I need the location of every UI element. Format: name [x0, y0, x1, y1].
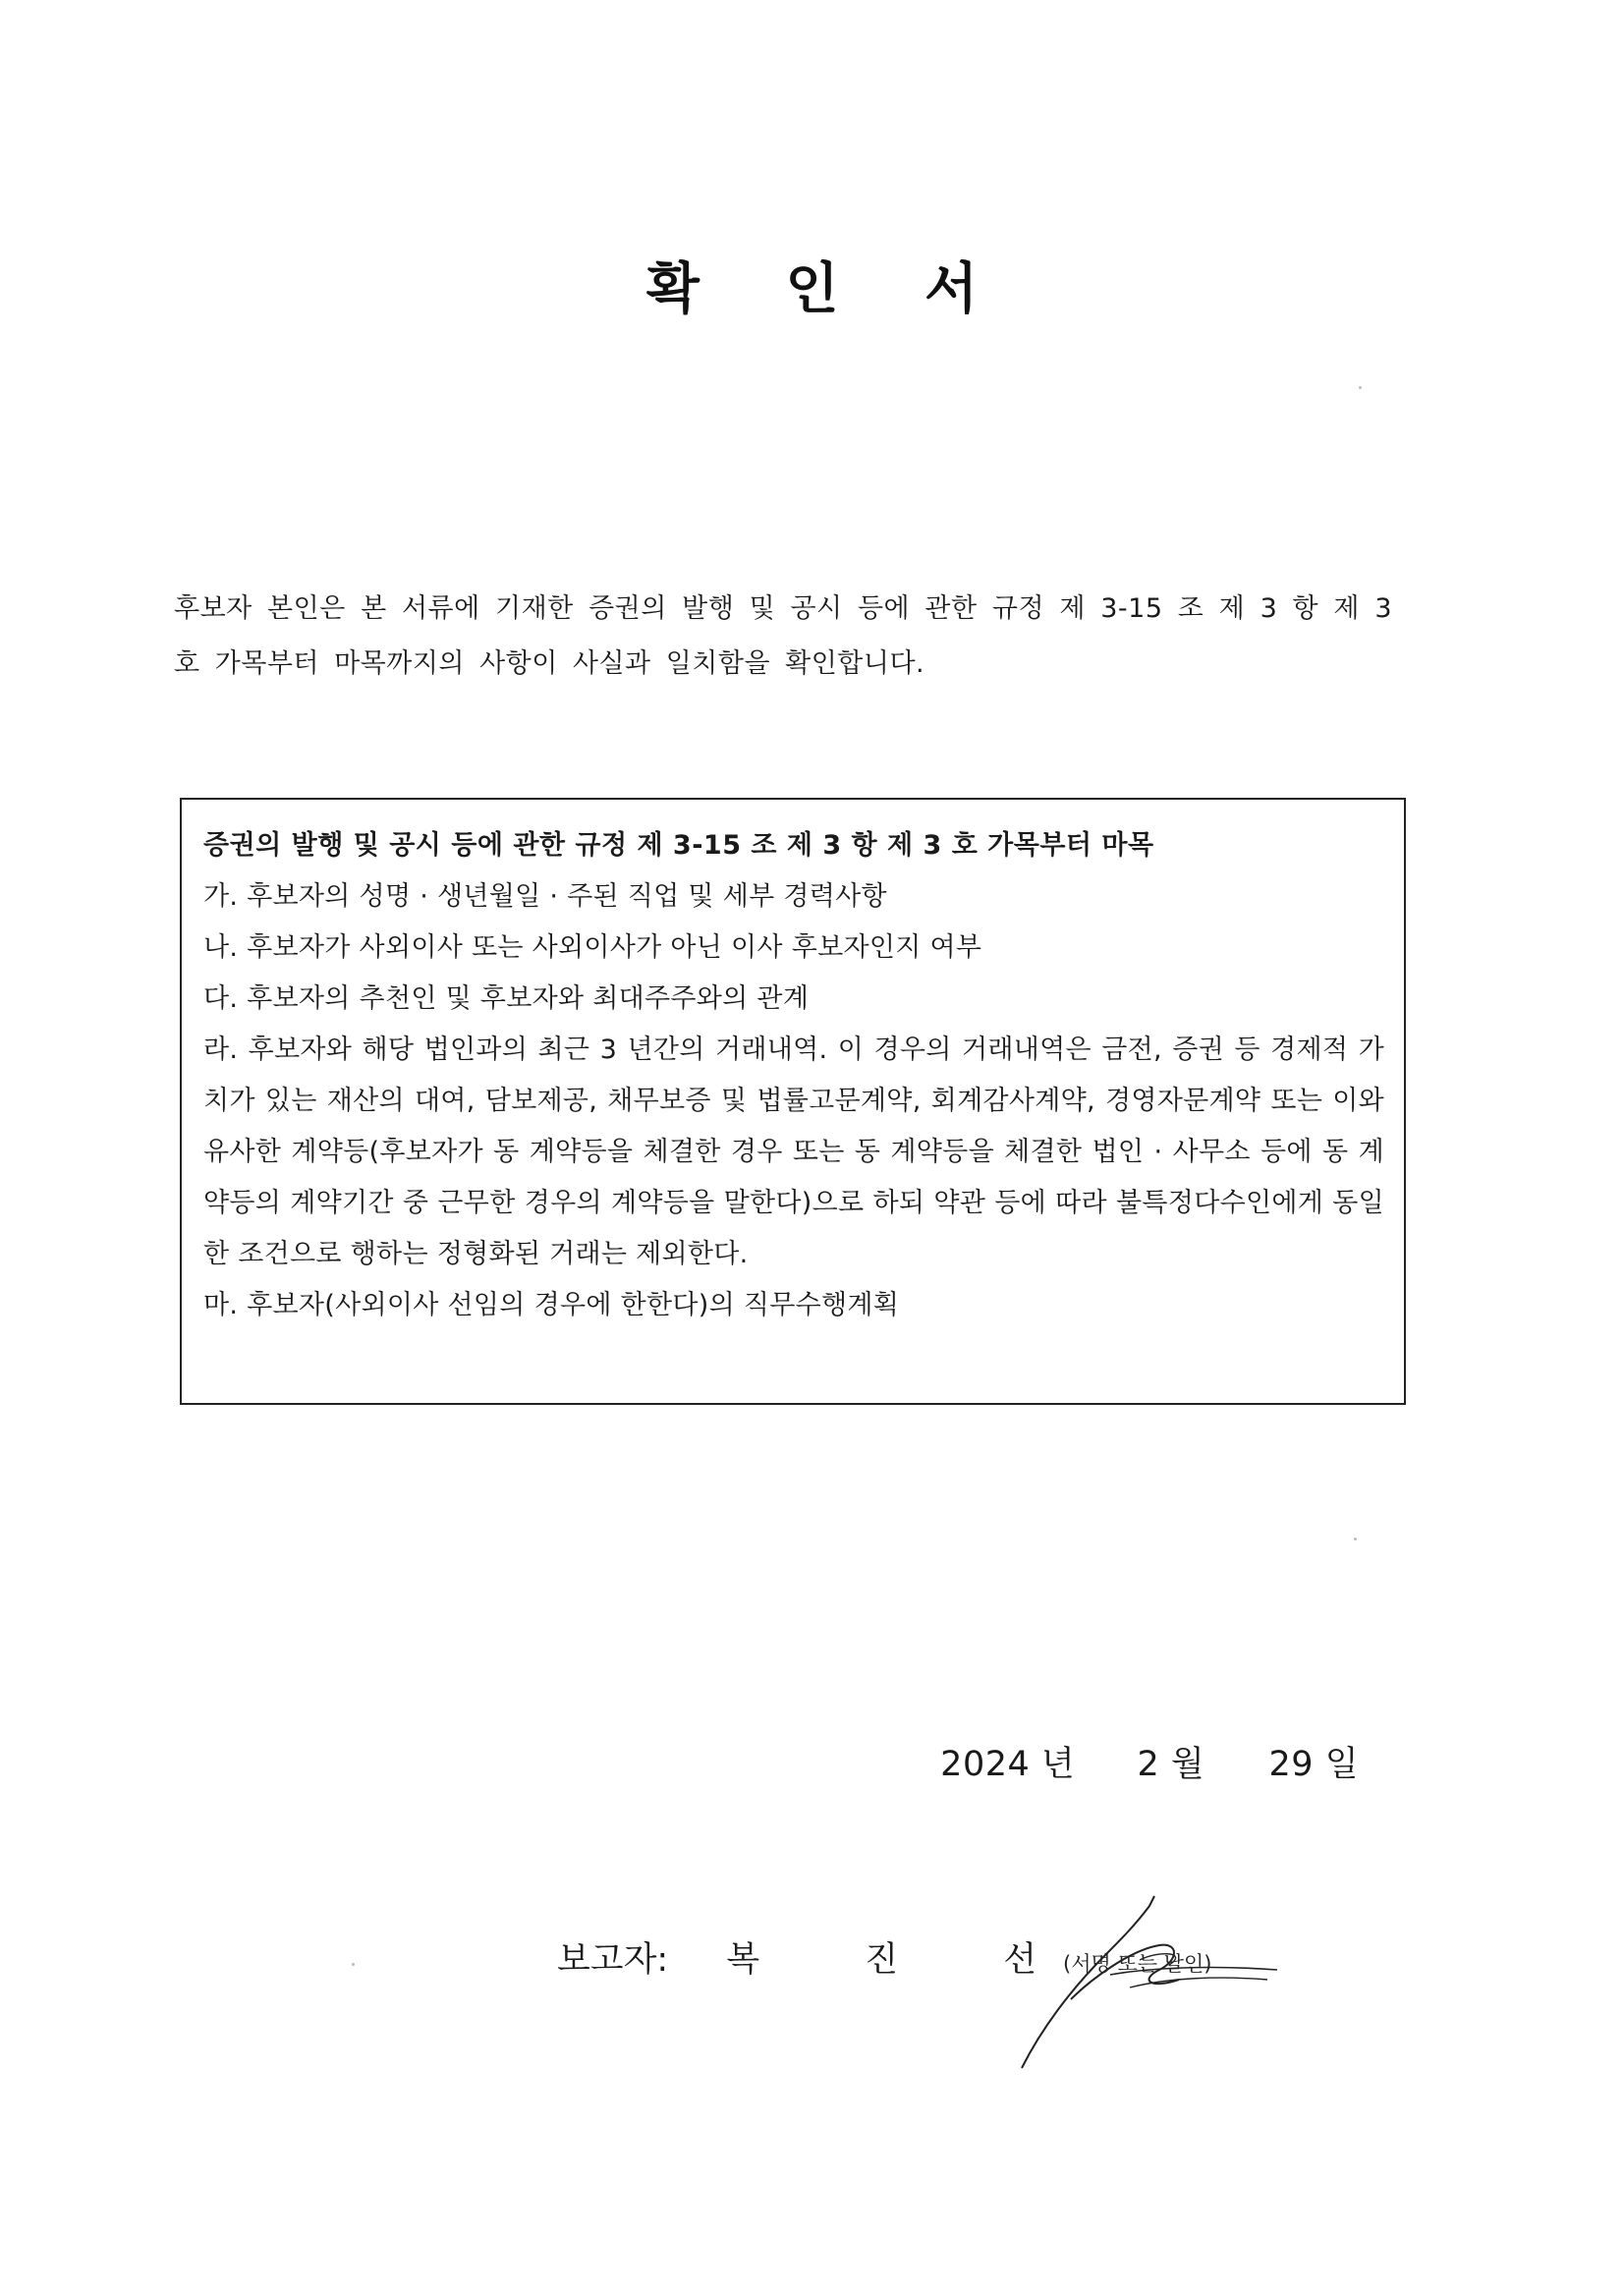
date-year: 2024 [940, 1745, 1031, 1784]
handwritten-signature [1012, 1881, 1307, 2078]
date-month: 2 [1137, 1745, 1160, 1784]
intro-paragraph: 후보자 본인은 본 서류에 기재한 증권의 발행 및 공시 등에 관한 규정 제 3-15 조 제 3 항 제 3 호 가목부터 마목까지의 사항이 사실과 일치함을 확인합니다. [174, 593, 1392, 679]
reporter-name: 복 진 선 [726, 1940, 1085, 1980]
signature-note: (서명 또는 날인) [1063, 1952, 1212, 1976]
document-title: 확 인 서 [645, 257, 1012, 321]
date-month-unit: 월 [1170, 1745, 1205, 1784]
reporter-label: 보고자: [557, 1940, 669, 1980]
scan-speck [1354, 1538, 1357, 1540]
document-date [940, 1737, 1359, 1786]
reporter-line [557, 1932, 1084, 1982]
scan-speck [352, 1963, 355, 1966]
regulation-item: 가. 후보자의 성명 · 생년월일 · 주된 직업 및 세부 경력사항 [203, 881, 887, 912]
regulation-box [180, 798, 1406, 1405]
regulation-item: 다. 후보자의 추천인 및 후보자와 최대주주와의 관계 [203, 983, 810, 1014]
regulation-item: 라. 후보자와 해당 법인과의 최근 3 년간의 거래내역. 이 경우의 거래내역은 금전, 증권 등 경제적 가치가 있는 재산의 대여, 담보제공, 채무보증 및 법률고문계약, 회계감사계약, 경영자문계약 또는 이와 유사한 계약등(후보자가 동 계약등을 체결한 경우 또는 동 계약등을 체결한 법인 · 사무소 등에 동 계약등의 계약기간 중 근무한 경우의 계약등을 말한다)으로 하되 약관 등에 따라 불특정다수인에게 동일한 조건으로 행하는 정형화된 거래는 제외한다. [203, 1035, 1384, 1269]
regulation-heading: 증권의 발행 및 공시 등에 관한 규정 제 3-15 조 제 3 항 제 3 호 가목부터 마목 [203, 830, 1154, 861]
date-day: 29 [1268, 1745, 1315, 1784]
scan-speck [1359, 386, 1362, 389]
date-day-unit: 일 [1324, 1745, 1359, 1784]
regulation-item: 나. 후보자가 사외이사 또는 사외이사가 아닌 이사 후보자인지 여부 [203, 932, 982, 963]
date-year-unit: 년 [1040, 1745, 1076, 1784]
regulation-item: 마. 후보자(사외이사 선임의 경우에 한한다)의 직무수행계획 [203, 1290, 900, 1320]
